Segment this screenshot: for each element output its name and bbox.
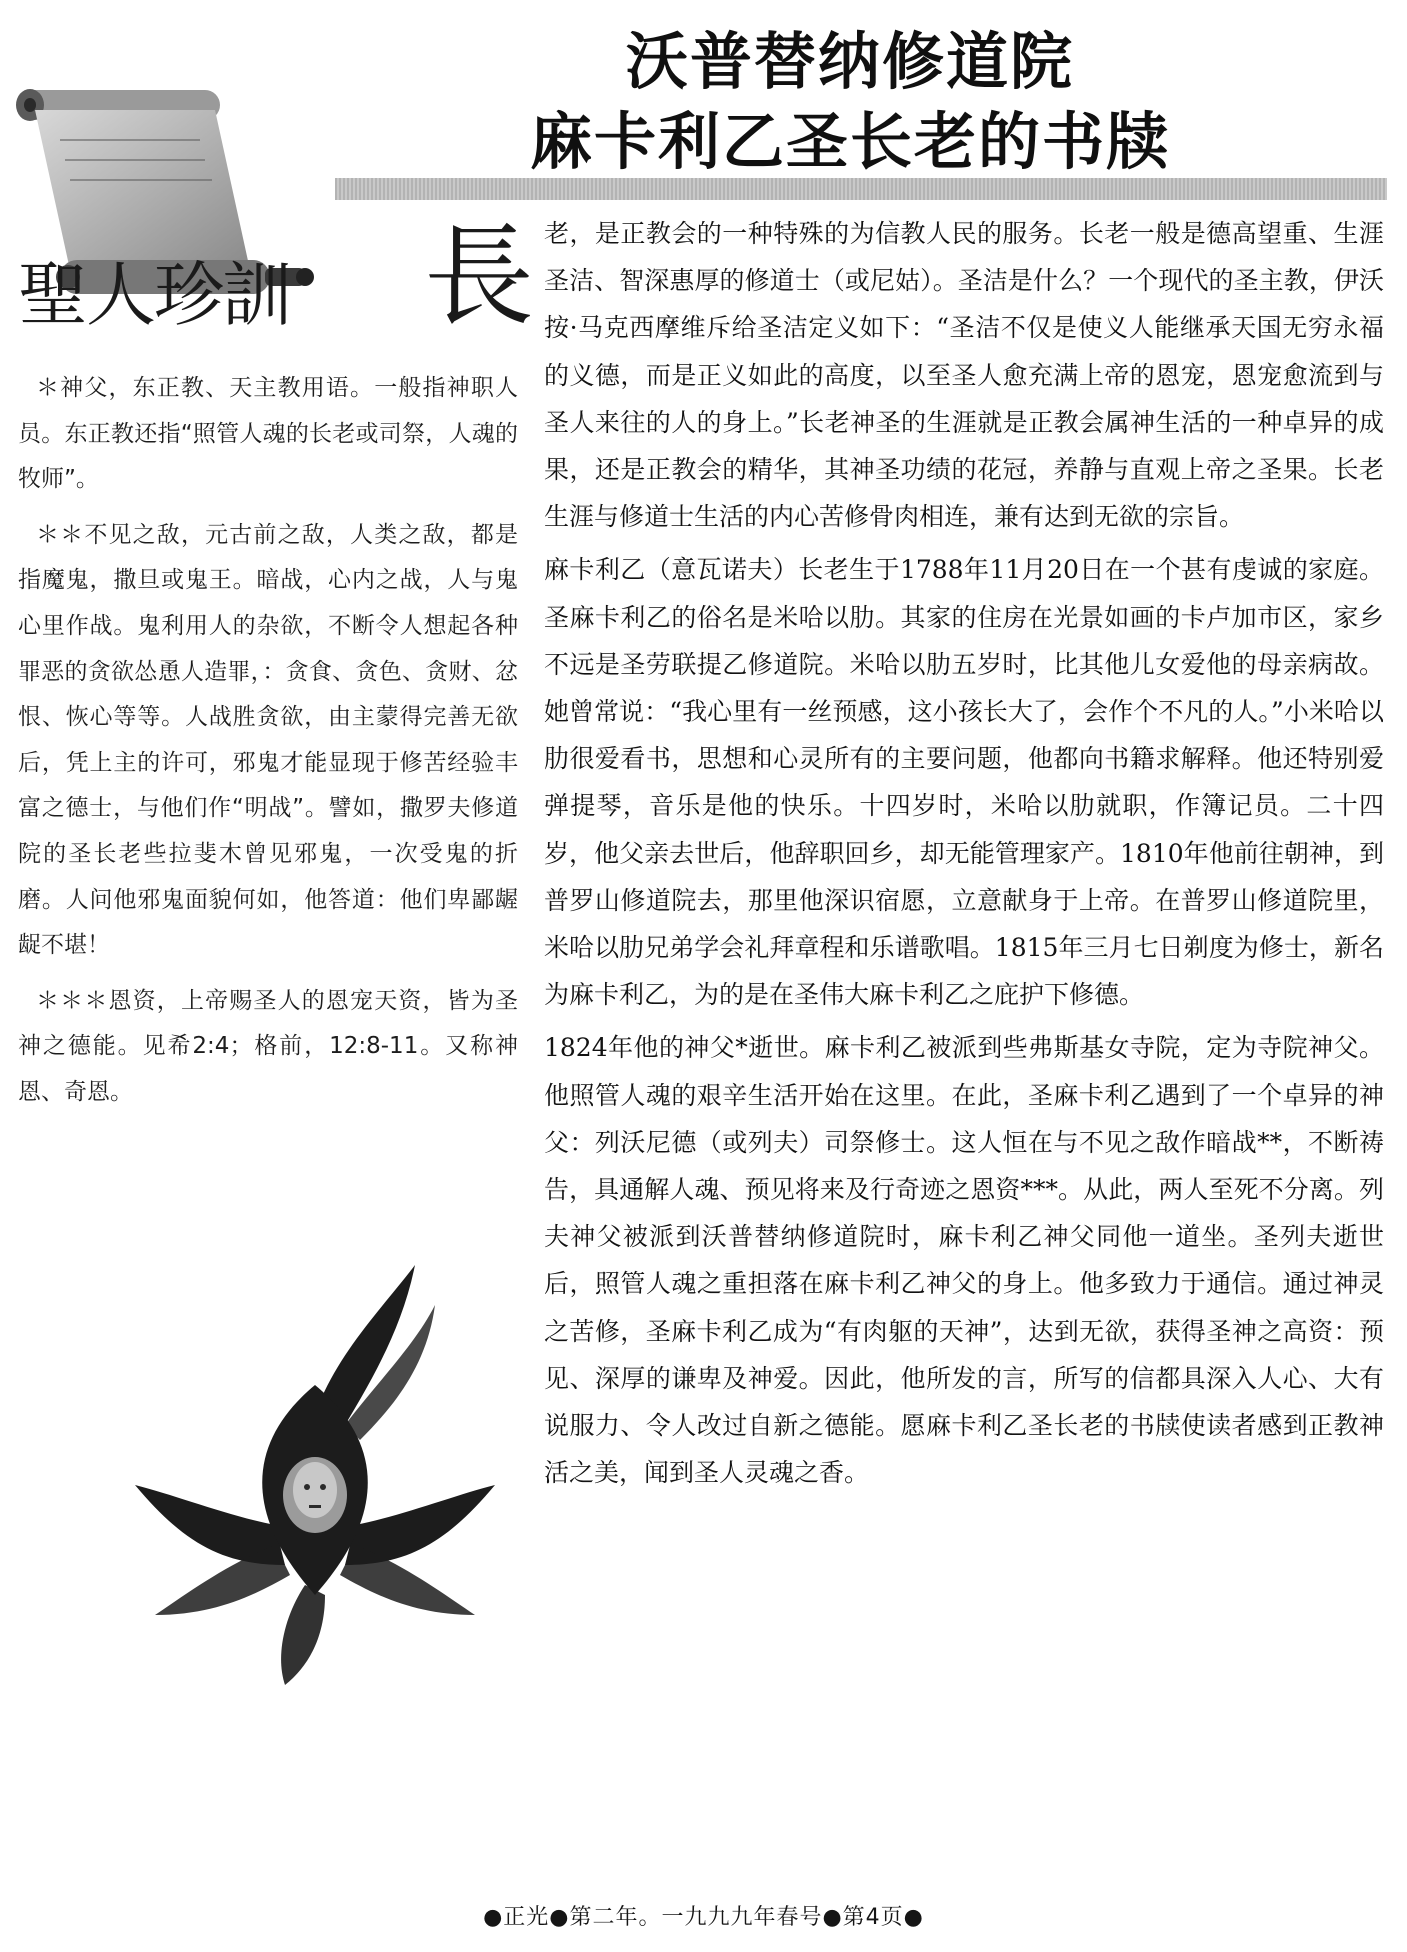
footnote-1: ＊神父，东正教、天主教用语。一般指神职人员。东正教还指“照管人魂的长老或司祭，人魂的牧师”。	[18, 375, 518, 493]
footnote-3: ＊＊＊恩资，上帝赐圣人的恩宠天资，皆为圣神之德能。见希2:4；格前，12:8-11。又称神恩、奇恩。	[18, 987, 518, 1105]
page-footer: ●正光●第二年。一九九九年春号●第4页●	[483, 1905, 924, 1930]
seraph-illustration	[135, 1265, 495, 1685]
footnotes	[18, 366, 518, 1126]
article-title-line2: 麻卡利乙圣长老的书牍	[529, 105, 1170, 178]
article-title	[470, 22, 1230, 182]
title-divider	[335, 178, 1387, 200]
body-paragraph-1: 老，是正教会的一种特殊的为信教人民的服务。长老一般是德高望重、生涯圣洁、智深惠厚的修道士（或尼姑）。圣洁是什么？一个现代的圣主教，伊沃按·马克西摩维斥给圣洁定义如下：“圣洁不仅是使义人能继承天国无穷永福的义德，而是正义如此的高度，以至圣人愈充满上帝的恩宠，恩宠愈流到与圣人来往的人的身上。”长老神圣的生涯就是正教会属神生活的一种卓异的成果，还是正教会的精华，其神圣功绩的花冠，养静与直观上帝之圣果。长老生涯与修道士生活的内心苦修骨肉相连，兼有达到无欲的宗旨。	[544, 219, 1384, 532]
body-paragraph-2: 麻卡利乙（意瓦诺夫）长老生于1788年11月20日在一个甚有虔诚的家庭。圣麻卡利乙的俗名是米哈以肋。其家的住房在光景如画的卡卢加市区，家乡不远是圣劳联提乙修道院。米哈以肋五岁时，比其他儿女爱他的母亲病故。她曾常说：“我心里有一丝预感，这小孩长大了，会作个不凡的人。”小米哈以肋很爱看书，思想和心灵所有的主要问题，他都向书籍求解释。他还特别爱弹提琴，音乐是他的快乐。十四岁时，米哈以肋就职，作簿记员。二十四岁，他父亲去世后，他辞职回乡，却无能管理家产。1810年他前往朝神，到普罗山修道院去，那里他深识宿愿，立意献身于上帝。在普罗山修道院里，米哈以肋兄弟学会礼拜章程和乐谱歌唱。1815年三月七日剃度为修士，新名为麻卡利乙，为的是在圣伟大麻卡利乙之庇护下修德。	[544, 555, 1384, 1010]
body-paragraph-3: 1824年他的神父*逝世。麻卡利乙被派到些弗斯基女寺院，定为寺院神父。他照管人魂的艰辛生活开始在这里。在此，圣麻卡利乙遇到了一个卓异的神父：列沃尼德（或列夫）司祭修士。这人恒在与不见之敌作暗战**，不断祷告，具通解人魂、预见将来及行奇迹之恩资***。从此，两人至死不分离。列夫神父被派到沃普替纳修道院时，麻卡利乙神父同他一道坐。圣列夫逝世后，照管人魂之重担落在麻卡利乙神父的身上。他多致力于通信。通过神灵之苦修，圣麻卡利乙成为“有肉躯的天神”，达到无欲，获得圣神之高资：预见、深厚的谦卑及神爱。因此，他所发的言，所写的信都具深入人心、大有说服力、令人改过自新之德能。愿麻卡利乙圣长老的书牍使读者感到正教神活之美，闻到圣人灵魂之香。	[544, 1033, 1384, 1488]
drop-cap: 長	[424, 213, 534, 341]
footnote-2: ＊＊不见之敌，元古前之敌，人类之敌，都是指魔鬼，撒旦或鬼王。暗战，心内之战，人与鬼心里作战。鬼利用人的杂欲，不断令人想起各种罪恶的贪欲怂恿人造罪，：贪食、贪色、贪财、忿恨、恢心等等。人战胜贪欲，由主蒙得完善无欲后，凭上主的许可，邪鬼才能显现于修苦经验丰富之德士，与他们作“明战”。譬如，撒罗夫修道院的圣长老些拉斐木曾见邪鬼，一次受鬼的折磨。人问他邪鬼面貌何如，他答道：他们卑鄙龌龊不堪！	[18, 521, 518, 959]
article-title-line1: 沃普替纳修道院	[625, 25, 1074, 98]
column-logo	[0, 80, 320, 336]
column-logo-text: 聖人珍訓	[18, 254, 290, 336]
six-winged-seraph-icon	[135, 1265, 495, 1685]
article-body	[544, 210, 1384, 1502]
